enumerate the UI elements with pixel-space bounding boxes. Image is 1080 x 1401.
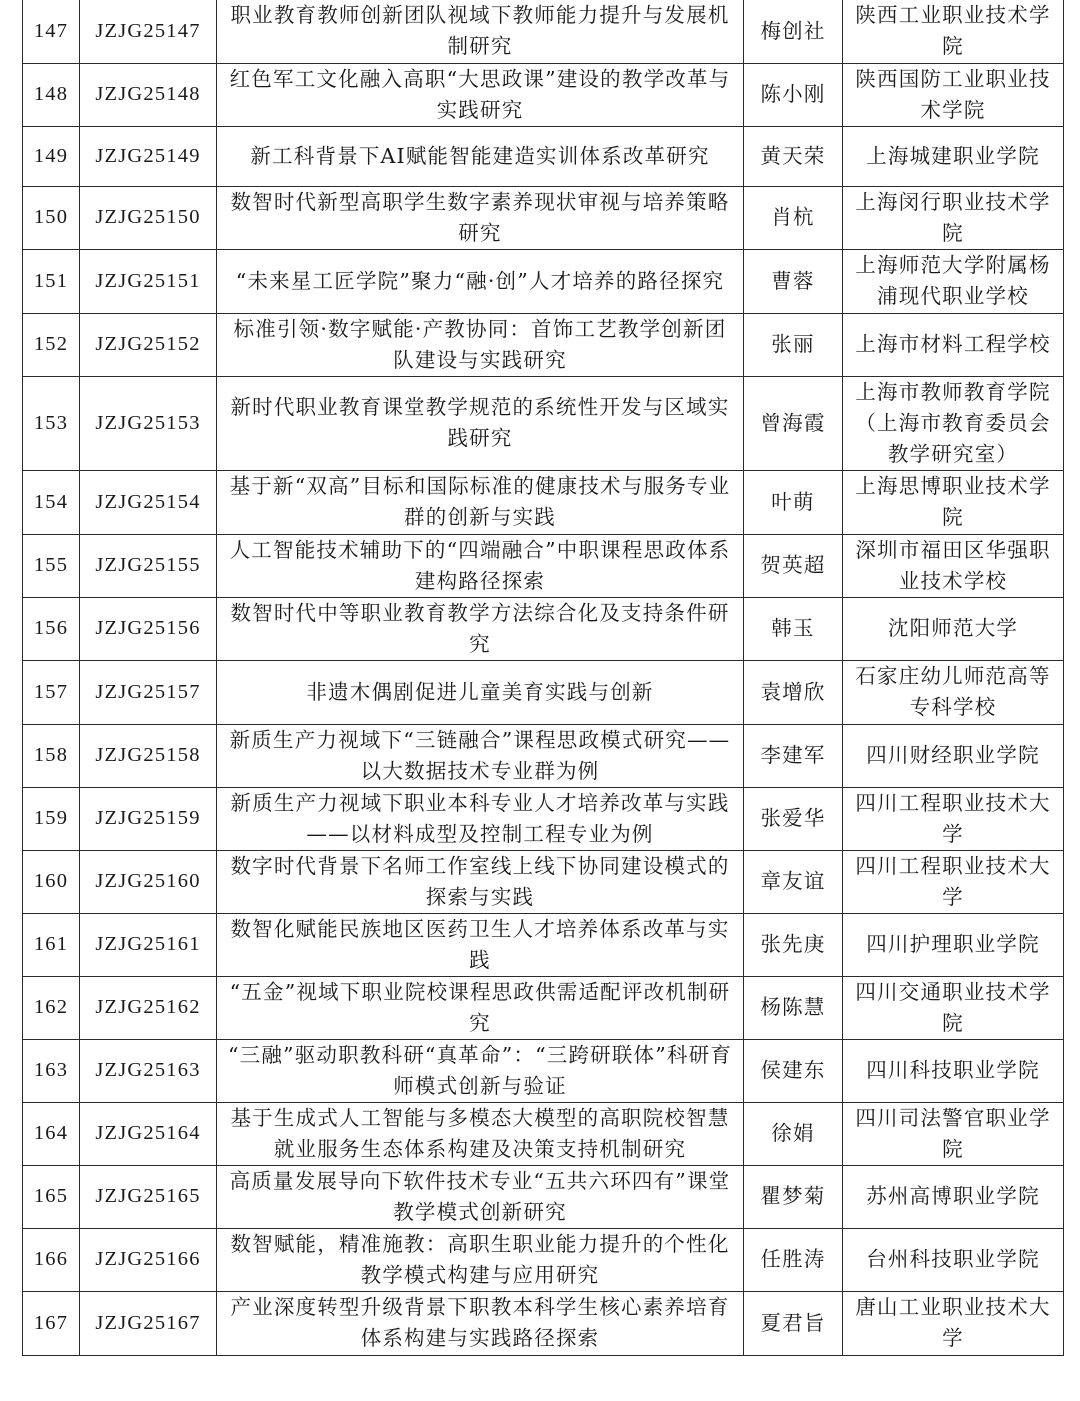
table-row	[23, 0, 1064, 63]
row-number: 159	[23, 787, 80, 850]
project-code: JZJG25156	[80, 597, 217, 660]
project-leader: 叶萌	[744, 470, 843, 534]
project-code: JZJG25158	[80, 724, 217, 787]
project-title: 数字时代背景下名师工作室线上线下协同建设模式的探索与实践	[217, 850, 744, 913]
table-row	[23, 660, 1064, 724]
project-leader: 杨陈慧	[744, 976, 843, 1039]
project-leader: 张先庚	[744, 913, 843, 976]
project-leader: 袁增欣	[744, 660, 843, 724]
project-title: 人工智能技术辅助下的“四端融合”中职课程思政体系建构路径探索	[217, 534, 744, 597]
project-leader: 任胜涛	[744, 1228, 843, 1291]
project-code: JZJG25162	[80, 976, 217, 1039]
project-title: 新质生产力视域下“三链融合”课程思政模式研究——以大数据技术专业群为例	[217, 724, 744, 787]
table-row	[23, 976, 1064, 1039]
project-title: 红色军工文化融入高职“大思政课”建设的教学改革与实践研究	[217, 63, 744, 126]
institution-name: 陕西国防工业职业技术学院	[843, 63, 1064, 126]
institution-name: 上海市材料工程学校	[843, 313, 1064, 376]
institution-name: 苏州高博职业学院	[843, 1165, 1064, 1228]
table-row	[23, 534, 1064, 597]
project-table	[22, 0, 1064, 1356]
project-code: JZJG25148	[80, 63, 217, 126]
project-title: 数智时代新型高职学生数字素养现状审视与培养策略研究	[217, 186, 744, 249]
row-number: 154	[23, 470, 80, 534]
project-title: 产业深度转型升级背景下职教本科学生核心素养培育体系构建与实践路径探索	[217, 1291, 744, 1355]
table-row	[23, 470, 1064, 534]
institution-name: 四川工程职业技术大学	[843, 850, 1064, 913]
project-leader: 韩玉	[744, 597, 843, 660]
institution-name: 四川司法警官职业学院	[843, 1102, 1064, 1165]
table-row	[23, 850, 1064, 913]
project-leader: 曹蓉	[744, 249, 843, 313]
project-leader: 陈小刚	[744, 63, 843, 126]
institution-name: 石家庄幼儿师范高等专科学校	[843, 660, 1064, 724]
institution-name: 沈阳师范大学	[843, 597, 1064, 660]
project-leader: 章友谊	[744, 850, 843, 913]
project-leader: 梅创社	[744, 0, 843, 63]
row-number: 164	[23, 1102, 80, 1165]
project-code: JZJG25147	[80, 0, 217, 63]
project-leader: 张爱华	[744, 787, 843, 850]
project-leader: 瞿梦菊	[744, 1165, 843, 1228]
table-row	[23, 186, 1064, 249]
institution-name: 四川财经职业学院	[843, 724, 1064, 787]
project-code: JZJG25165	[80, 1165, 217, 1228]
institution-name: 上海师范大学附属杨浦现代职业学校	[843, 249, 1064, 313]
row-number: 163	[23, 1039, 80, 1102]
project-title: “未来星工匠学院”聚力“融·创”人才培养的路径探究	[217, 249, 744, 313]
row-number: 151	[23, 249, 80, 313]
table-row	[23, 913, 1064, 976]
institution-name: 上海城建职业学院	[843, 126, 1064, 186]
row-number: 160	[23, 850, 80, 913]
table-row	[23, 376, 1064, 470]
project-leader: 曾海霞	[744, 376, 843, 470]
project-title: 基于新“双高”目标和国际标准的健康技术与服务专业群的创新与实践	[217, 470, 744, 534]
project-code: JZJG25166	[80, 1228, 217, 1291]
institution-name: 台州科技职业学院	[843, 1228, 1064, 1291]
project-title: 数智化赋能民族地区医药卫生人才培养体系改革与实践	[217, 913, 744, 976]
project-leader: 侯建东	[744, 1039, 843, 1102]
project-code: JZJG25159	[80, 787, 217, 850]
table-row	[23, 313, 1064, 376]
project-leader: 徐娟	[744, 1102, 843, 1165]
row-number: 158	[23, 724, 80, 787]
project-title: 基于生成式人工智能与多模态大模型的高职院校智慧就业服务生态体系构建及决策支持机制研究	[217, 1102, 744, 1165]
row-number: 155	[23, 534, 80, 597]
project-leader: 肖杭	[744, 186, 843, 249]
table-row	[23, 1039, 1064, 1102]
row-number: 166	[23, 1228, 80, 1291]
institution-name: 唐山工业职业技术大学	[843, 1291, 1064, 1355]
row-number: 152	[23, 313, 80, 376]
project-table-body	[23, 0, 1064, 1355]
project-title: 新工科背景下AI赋能智能建造实训体系改革研究	[217, 126, 744, 186]
institution-name: 上海市教师教育学院（上海市教育委员会教学研究室）	[843, 376, 1064, 470]
row-number: 149	[23, 126, 80, 186]
table-row	[23, 1228, 1064, 1291]
project-title: “三融”驱动职教科研“真革命”：“三跨研联体”科研育师模式创新与验证	[217, 1039, 744, 1102]
institution-name: 上海闵行职业技术学院	[843, 186, 1064, 249]
project-code: JZJG25149	[80, 126, 217, 186]
table-row	[23, 597, 1064, 660]
project-title: 新质生产力视域下职业本科专业人才培养改革与实践——以材料成型及控制工程专业为例	[217, 787, 744, 850]
project-title: 高质量发展导向下软件技术专业“五共六环四有”课堂教学模式创新研究	[217, 1165, 744, 1228]
row-number: 156	[23, 597, 80, 660]
row-number: 161	[23, 913, 80, 976]
row-number: 147	[23, 0, 80, 63]
table-row	[23, 249, 1064, 313]
project-title: 数智时代中等职业教育教学方法综合化及支持条件研究	[217, 597, 744, 660]
project-title: 标准引领·数字赋能·产教协同：首饰工艺教学创新团队建设与实践研究	[217, 313, 744, 376]
row-number: 162	[23, 976, 80, 1039]
project-leader: 贺英超	[744, 534, 843, 597]
project-code: JZJG25164	[80, 1102, 217, 1165]
institution-name: 四川工程职业技术大学	[843, 787, 1064, 850]
table-row	[23, 1102, 1064, 1165]
project-code: JZJG25152	[80, 313, 217, 376]
project-code: JZJG25151	[80, 249, 217, 313]
institution-name: 四川护理职业学院	[843, 913, 1064, 976]
institution-name: 陕西工业职业技术学院	[843, 0, 1064, 63]
row-number: 148	[23, 63, 80, 126]
table-row	[23, 1291, 1064, 1355]
project-title: 非遗木偶剧促进儿童美育实践与创新	[217, 660, 744, 724]
institution-name: 上海思博职业技术学院	[843, 470, 1064, 534]
table-row	[23, 63, 1064, 126]
project-title: 职业教育教师创新团队视域下教师能力提升与发展机制研究	[217, 0, 744, 63]
row-number: 165	[23, 1165, 80, 1228]
table-row	[23, 724, 1064, 787]
project-code: JZJG25167	[80, 1291, 217, 1355]
project-code: JZJG25160	[80, 850, 217, 913]
institution-name: 四川交通职业技术学院	[843, 976, 1064, 1039]
project-code: JZJG25154	[80, 470, 217, 534]
row-number: 167	[23, 1291, 80, 1355]
project-title: 数智赋能，精准施教：高职生职业能力提升的个性化教学模式构建与应用研究	[217, 1228, 744, 1291]
project-leader: 黄天荣	[744, 126, 843, 186]
table-row	[23, 787, 1064, 850]
project-title: 新时代职业教育课堂教学规范的系统性开发与区域实践研究	[217, 376, 744, 470]
institution-name: 深圳市福田区华强职业技术学校	[843, 534, 1064, 597]
row-number: 153	[23, 376, 80, 470]
project-code: JZJG25153	[80, 376, 217, 470]
project-code: JZJG25163	[80, 1039, 217, 1102]
row-number: 157	[23, 660, 80, 724]
table-row	[23, 126, 1064, 186]
project-code: JZJG25157	[80, 660, 217, 724]
table-row	[23, 1165, 1064, 1228]
project-code: JZJG25161	[80, 913, 217, 976]
project-leader: 夏君旨	[744, 1291, 843, 1355]
project-leader: 李建军	[744, 724, 843, 787]
row-number: 150	[23, 186, 80, 249]
project-title: “五金”视域下职业院校课程思政供需适配评改机制研究	[217, 976, 744, 1039]
project-code: JZJG25150	[80, 186, 217, 249]
institution-name: 四川科技职业学院	[843, 1039, 1064, 1102]
project-leader: 张丽	[744, 313, 843, 376]
project-code: JZJG25155	[80, 534, 217, 597]
